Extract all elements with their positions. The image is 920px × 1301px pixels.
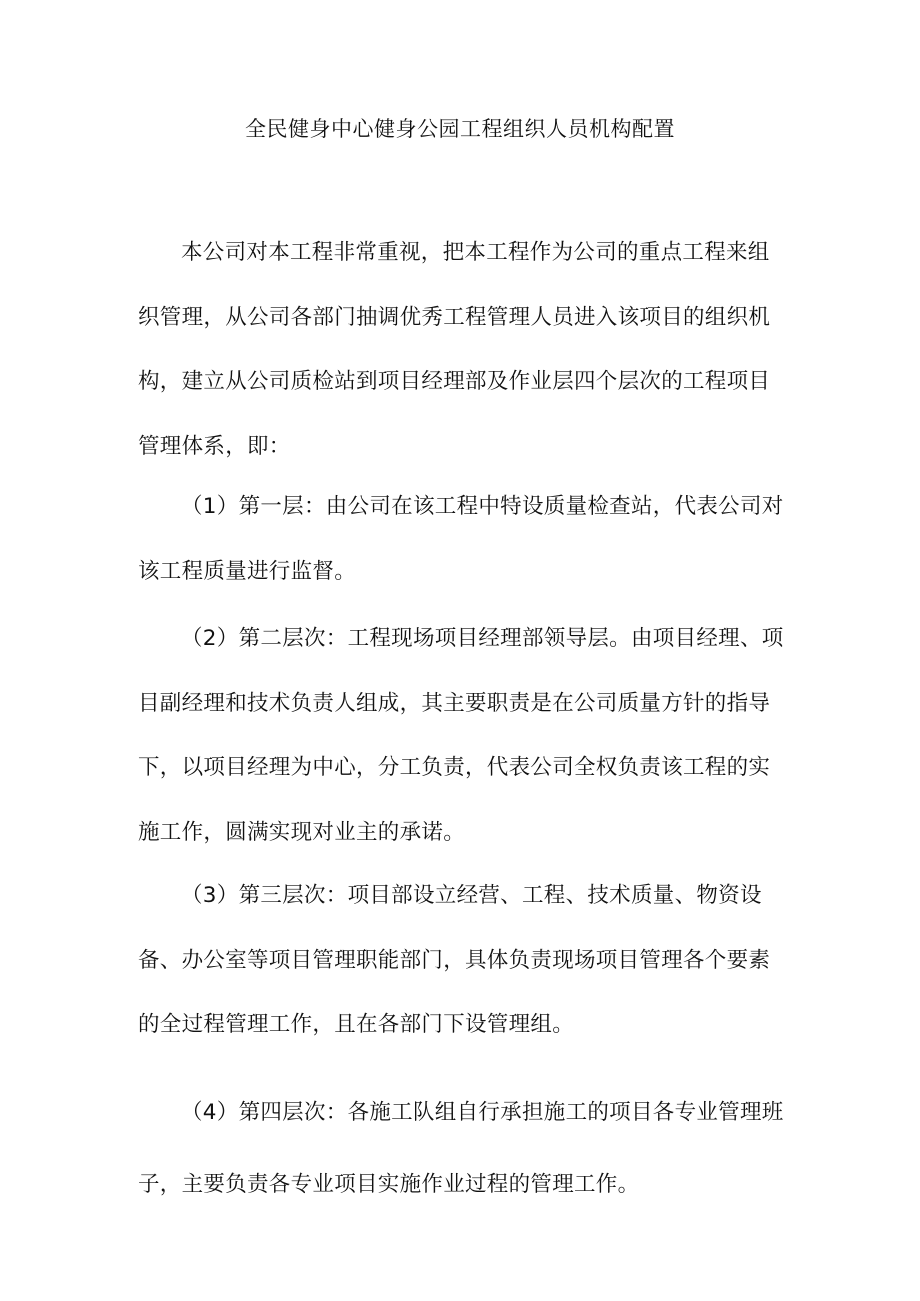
paragraph-intro: 本公司对本工程非常重视，把本工程作为公司的重点工程来组织管理，从公司各部门抽调优秀工程管理人员进入该项目的组织机构，建立从公司质检站到项目经理部及作业层四个层次的工程项目管理体系，即：: [138, 240, 771, 459]
paragraph-layer-2: （2）第二层次：工程现场项目经理部领导层。由项目经理、项目副经理和技术负责人组成，其主要职责是在公司质量方针的指导下，以项目经理为中心，分工负责，代表公司全权负责该工程的实施工作，圆满实现对业主的承诺。: [138, 626, 784, 845]
document-title: 全民健身中心健身公园工程组织人员机构配置: [245, 117, 675, 141]
paragraph-layer-4: （4）第四层次：各施工队组自行承担施工的项目各专业管理班子，主要负责各专业项目实施作业过程的管理工作。: [138, 1100, 784, 1197]
paragraph-layer-3: （3）第三层次：项目部设立经营、工程、技术质量、物资设备、办公室等项目管理职能部门，具体负责现场项目管理各个要素的全过程管理工作，且在各部门下设管理组。: [138, 883, 771, 1037]
paragraph-layer-1: （1）第一层：由公司在该工程中特设质量检查站，代表公司对该工程质量进行监督。: [138, 494, 784, 584]
